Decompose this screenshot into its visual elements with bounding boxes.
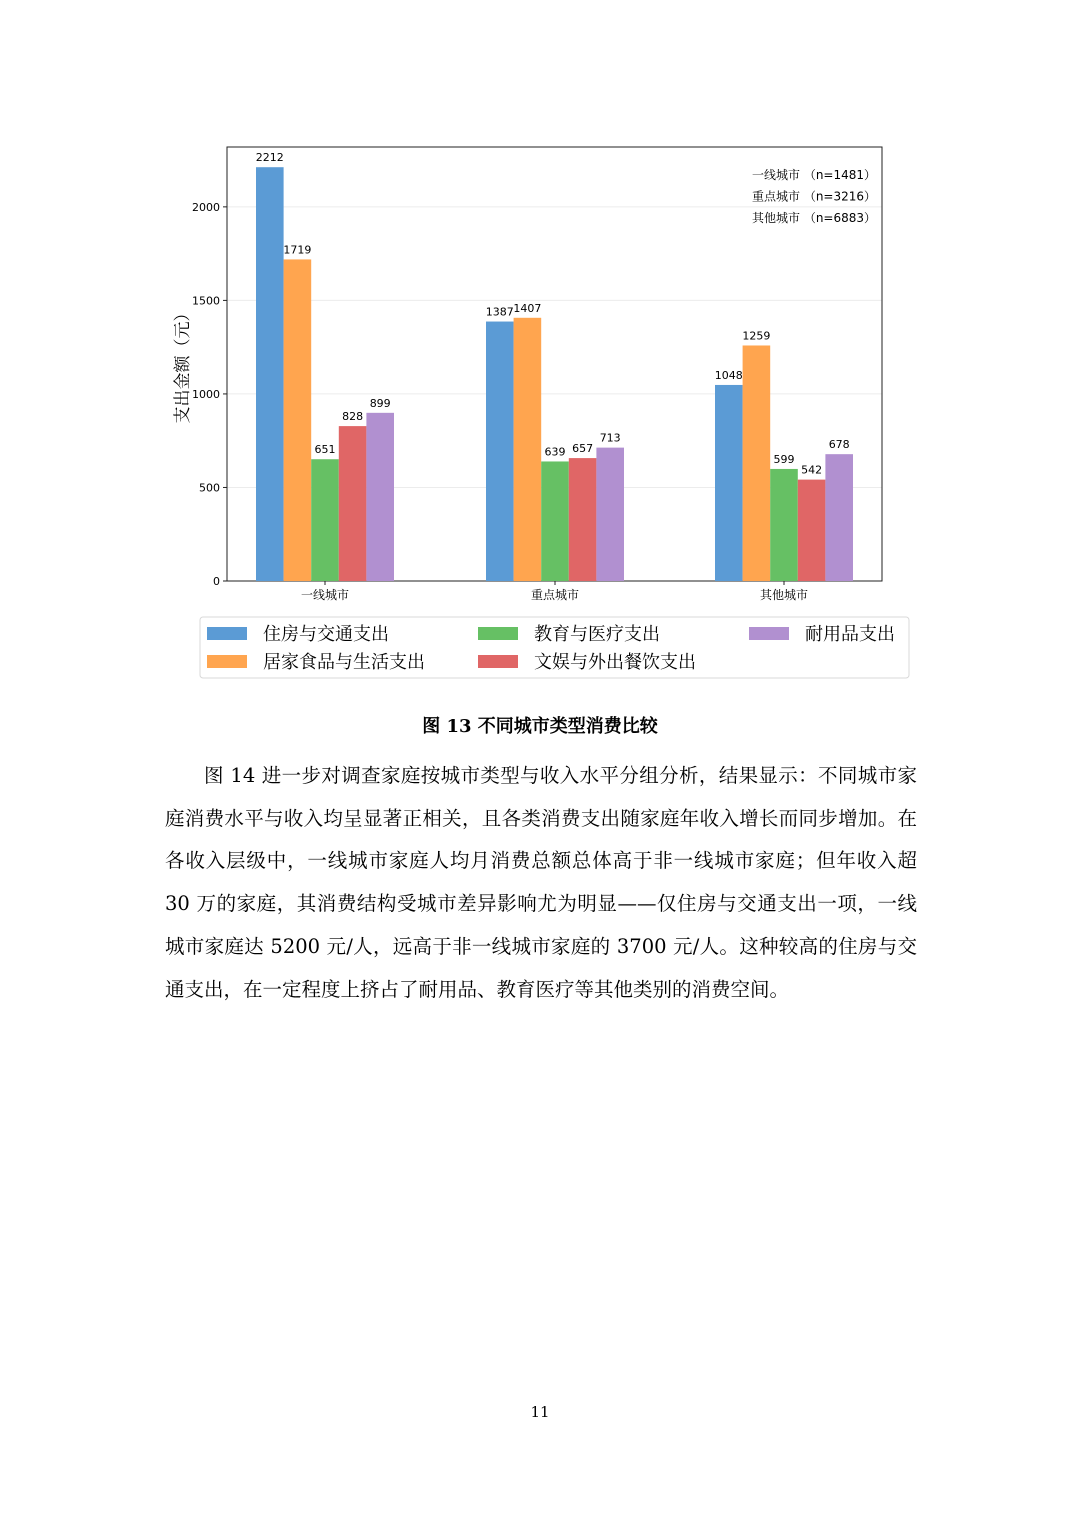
x-tick-label: 其他城市	[759, 588, 809, 602]
bar	[339, 426, 367, 581]
y-axis-label: 支出金额（元）	[173, 304, 193, 424]
legend-swatch	[478, 655, 518, 668]
body-text	[165, 755, 917, 1011]
y-tick-label: 2000	[192, 200, 220, 214]
bar	[596, 448, 624, 581]
bar	[284, 259, 312, 581]
legend-swatch	[207, 655, 247, 668]
sample-size-annotation: 其他城市 （n=6883）	[752, 211, 877, 225]
bar	[798, 480, 826, 581]
bar-value-label: 828	[342, 410, 364, 424]
x-tick-label: 一线城市	[300, 588, 350, 602]
bar	[569, 458, 597, 581]
figure-caption: 图 13 不同城市类型消费比较	[422, 716, 658, 737]
legend-label: 文娱与外出餐饮支出	[534, 652, 696, 673]
bar	[770, 469, 798, 581]
bar-value-label: 1407	[513, 301, 542, 315]
bar	[311, 459, 339, 581]
chart-svg	[160, 140, 920, 685]
bar-value-label: 651	[314, 443, 336, 457]
y-tick-label: 1000	[192, 387, 220, 401]
bar	[825, 454, 853, 581]
legend-swatch	[207, 627, 247, 640]
bar-value-label: 1259	[742, 329, 771, 343]
y-tick-label: 0	[213, 575, 220, 588]
bar-chart	[160, 140, 920, 685]
paragraph: 图 14 进一步对调查家庭按城市类型与收入水平分组分析，结果显示：不同城市家庭消费水平与收入均呈显著正相关，且各类消费支出随家庭年收入增长而同步增加。在各收入层级中，一线城市家庭人均月消费总额总体高于非一线城市家庭；但年收入超 30 万的家庭，其消费结构受城市差异影响尤为明显——仅住房与交通支出一项，一线城市家庭达 5200 元/人，远高于非一线城市家庭的 3700 元/人。这种较高的住房与交通支出，在一定程度上挤占了耐用品、教育医疗等其他类别的消费空间。	[165, 764, 917, 1001]
legend-label: 住房与交通支出	[263, 624, 389, 645]
bar-value-label: 678	[828, 438, 850, 452]
sample-size-annotation: 重点城市 （n=3216）	[752, 189, 877, 204]
legend-swatch	[478, 627, 518, 640]
y-tick-label: 1500	[192, 294, 220, 308]
bar-value-label: 657	[572, 442, 594, 456]
page-number: 11	[530, 1403, 550, 1421]
legend-swatch	[749, 627, 789, 640]
bar-value-label: 713	[599, 431, 621, 445]
bar-value-label: 1387	[485, 305, 514, 319]
sample-size-annotation: 一线城市 （n=1481）	[752, 168, 877, 182]
bar	[366, 413, 394, 581]
bar-value-label: 1719	[283, 243, 312, 257]
bar	[256, 167, 284, 581]
legend-label: 居家食品与生活支出	[263, 652, 425, 673]
y-tick-label: 500	[199, 481, 220, 495]
bar-value-label: 899	[369, 396, 391, 410]
bar	[514, 318, 542, 581]
bar	[715, 385, 743, 581]
bar	[486, 322, 514, 581]
bar-value-label: 1048	[714, 368, 743, 382]
legend-label: 教育与医疗支出	[534, 624, 660, 645]
bar-value-label: 639	[544, 445, 566, 459]
bar-value-label: 2212	[255, 151, 284, 165]
x-tick-label: 重点城市	[530, 588, 580, 602]
bar	[541, 461, 569, 581]
legend-label: 耐用品支出	[805, 624, 895, 645]
bar-value-label: 599	[773, 452, 795, 466]
bar	[743, 345, 771, 581]
bar-value-label: 542	[801, 463, 823, 477]
